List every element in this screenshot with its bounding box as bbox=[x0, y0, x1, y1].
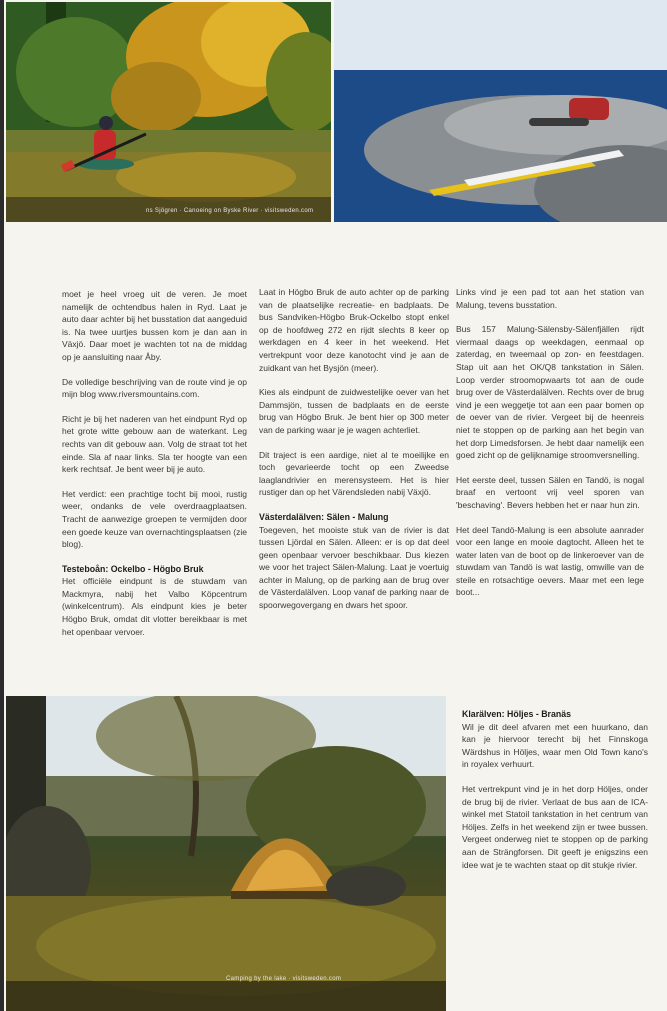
canoeing-scene-illustration bbox=[6, 2, 331, 222]
camping-scene-illustration bbox=[6, 696, 446, 1011]
paragraph: Het deel Tandö-Malung is een absolute aanrader voor een lange en mooie dagtocht. Alleen het te water laten van de boot op de linkeroever van de stuwdam van Tandö is wat lastig, omwille van de steile en rotsachtige oevers. Maar met een lege boot... bbox=[456, 524, 644, 598]
magazine-page bbox=[4, 0, 667, 1011]
paragraph: Toegeven, het mooiste stuk van de rivier is dat tussen Ljördal en Sälen. Alleen: er is op dat deel geen openbaar vervoer beschikbaar. Dus kiezen we voor het traject Sälen-Malung. Laat je voertuig achter in Malung, op de parking aan de brug over de Västerdalälven. Loop vanaf de parking naar de spoorwegovergang en dwars het spoor. bbox=[259, 524, 449, 611]
text-column-2 bbox=[259, 286, 449, 624]
paragraph: moet je heel vroeg uit de veren. Je moet namelijk de ochtendbus halen in Ryd. Laat je auto daar achter bij het busstation dat aangeduid is. Na twee uurtjes bussen kom je dan aan in Växjö. Daar moet je wachten tot na de middag op je aansluiting naar Åby. bbox=[62, 289, 247, 362]
paragraph: Het vertrekpunt vind je in het dorp Höljes, onder de brug bij de rivier. Verlaat de bus aan de ICA-winkel met Statoil tankstation in het centrum van Höljes. Zelfs in het weekend zijn er twee bussen. Vergeet onderweg niet te stoppen op de parking aan de Strängforsen. Dit geeft je enigszins een idee wat je te wachten staat op dit stukje rivier. bbox=[462, 783, 648, 870]
section-heading: Västerdalälven: Sälen - Malung bbox=[259, 511, 389, 522]
kayak-rock-photo bbox=[334, 0, 667, 222]
section-heading: Klarälven: Höljes - Branäs bbox=[462, 709, 572, 719]
paragraph: Dit traject is een aardige, niet al te moeilijke en toch gevarieerde tocht op een Zweedse laaglandrivier en merensysteem. Het is hier rustiger dan op het Värendsleden nabij Växjö. bbox=[259, 449, 449, 498]
paragraph: Bus 157 Malung-Sälensby-Sälenfjällen rijdt viermaal daags op weekdagen, eenmaal op zaterdag, en tweemaal op zon- en feestdagen. Stap uit aan het OK/Q8 tankstation in Sälen. Loop verder stroomopwaarts tot aan de oude brug over de Västerdalälven. Rechts over de brug vind je een weggetje tot aan een paar bomen op de oever van de rivier. Vergeet bij de heenreis niet te stoppen op de parking aan het begin van het dorp Limedsforsen. Je hebt daar namelijk een goed zicht op de gelijknamige stroomversnelling. bbox=[456, 324, 644, 461]
paragraph: Kies als eindpunt de zuidwestelijke oever van het Dammsjön, tussen de badplaats en de eerste brug van Högbo Bruk. Je bent hier op 300 meter van de parking waar je je wagen achterliet. bbox=[259, 387, 449, 435]
section-heading: Testeboån: Ockelbo - Högbo Bruk bbox=[62, 563, 204, 574]
camping-lake-photo bbox=[6, 696, 446, 1011]
paragraph: Het verdict: een prachtige tocht bij mooi, rustig weer, ondanks de vele overdraagplaatsen. Tracht de aanwezige groepen te vermijden door een goede keuze van overnachtingsplaatsen (zie blog). bbox=[62, 488, 247, 550]
photo-credit: Camping by the lake · visitsweden.com bbox=[226, 976, 342, 982]
photo-credit: ns Sjögren · Canoeing on Byske River · visitsweden.com bbox=[146, 208, 314, 214]
paragraph: De volledige beschrijving van de route vind je op mijn blog www.riversmountains.com. bbox=[62, 376, 247, 400]
paragraph: Het eerste deel, tussen Sälen en Tandö, is nogal braaf en vertoont vrij veel sporen van 'beschaving'. Bevers hebben het er naar hun zin. bbox=[456, 474, 644, 510]
paragraph: Richt je bij het naderen van het eindpunt Ryd op het grote witte gebouw aan de waterkant. Leg rechts van dit gebouw aan. Volg de straat tot het einde. Sla af naar links. Sla ter hoogte van een kerk rechtsaf. Je bent weer bij je auto. bbox=[62, 413, 247, 475]
text-column-3 bbox=[456, 286, 644, 611]
paragraph: Wil je dit deel afvaren met een huurkano, dan kan je hiervoor terecht bij het Finnskoga Wärdshus in Höljes, waar men Old Town kano's in royalex verhuurt. bbox=[462, 721, 648, 770]
paragraph: Laat in Högbo Bruk de auto achter op de parking van de plaatselijke recreatie- en badplaats. De bus Sandviken-Högbo Bruk-Ockelbo stopt enkel op de hoofdweg 272 en rijdt slechts 8 keer op werkdagen en 4 keer in het weekend. Het vertrekpunt voor deze kanotocht vind je aan de zuidkant van het Bysjön (meer). bbox=[259, 287, 449, 373]
text-column-3-lower bbox=[462, 708, 648, 883]
paragraph: Links vind je een pad tot aan het station van Malung, tevens busstation. bbox=[456, 287, 644, 310]
paragraph: Het officiële eindpunt is de stuwdam van Mackmyra, nabij het Valbo Köpcentrum (winkelcentrum). Als eindpunt kies je beter Högbo Bruk, omdat dit vlotter bereikbaar is met het openbaar vervoer. bbox=[62, 576, 247, 637]
text-column-1 bbox=[62, 288, 247, 650]
canoeing-river-photo bbox=[6, 2, 331, 222]
kayak-rock-illustration bbox=[334, 0, 667, 222]
